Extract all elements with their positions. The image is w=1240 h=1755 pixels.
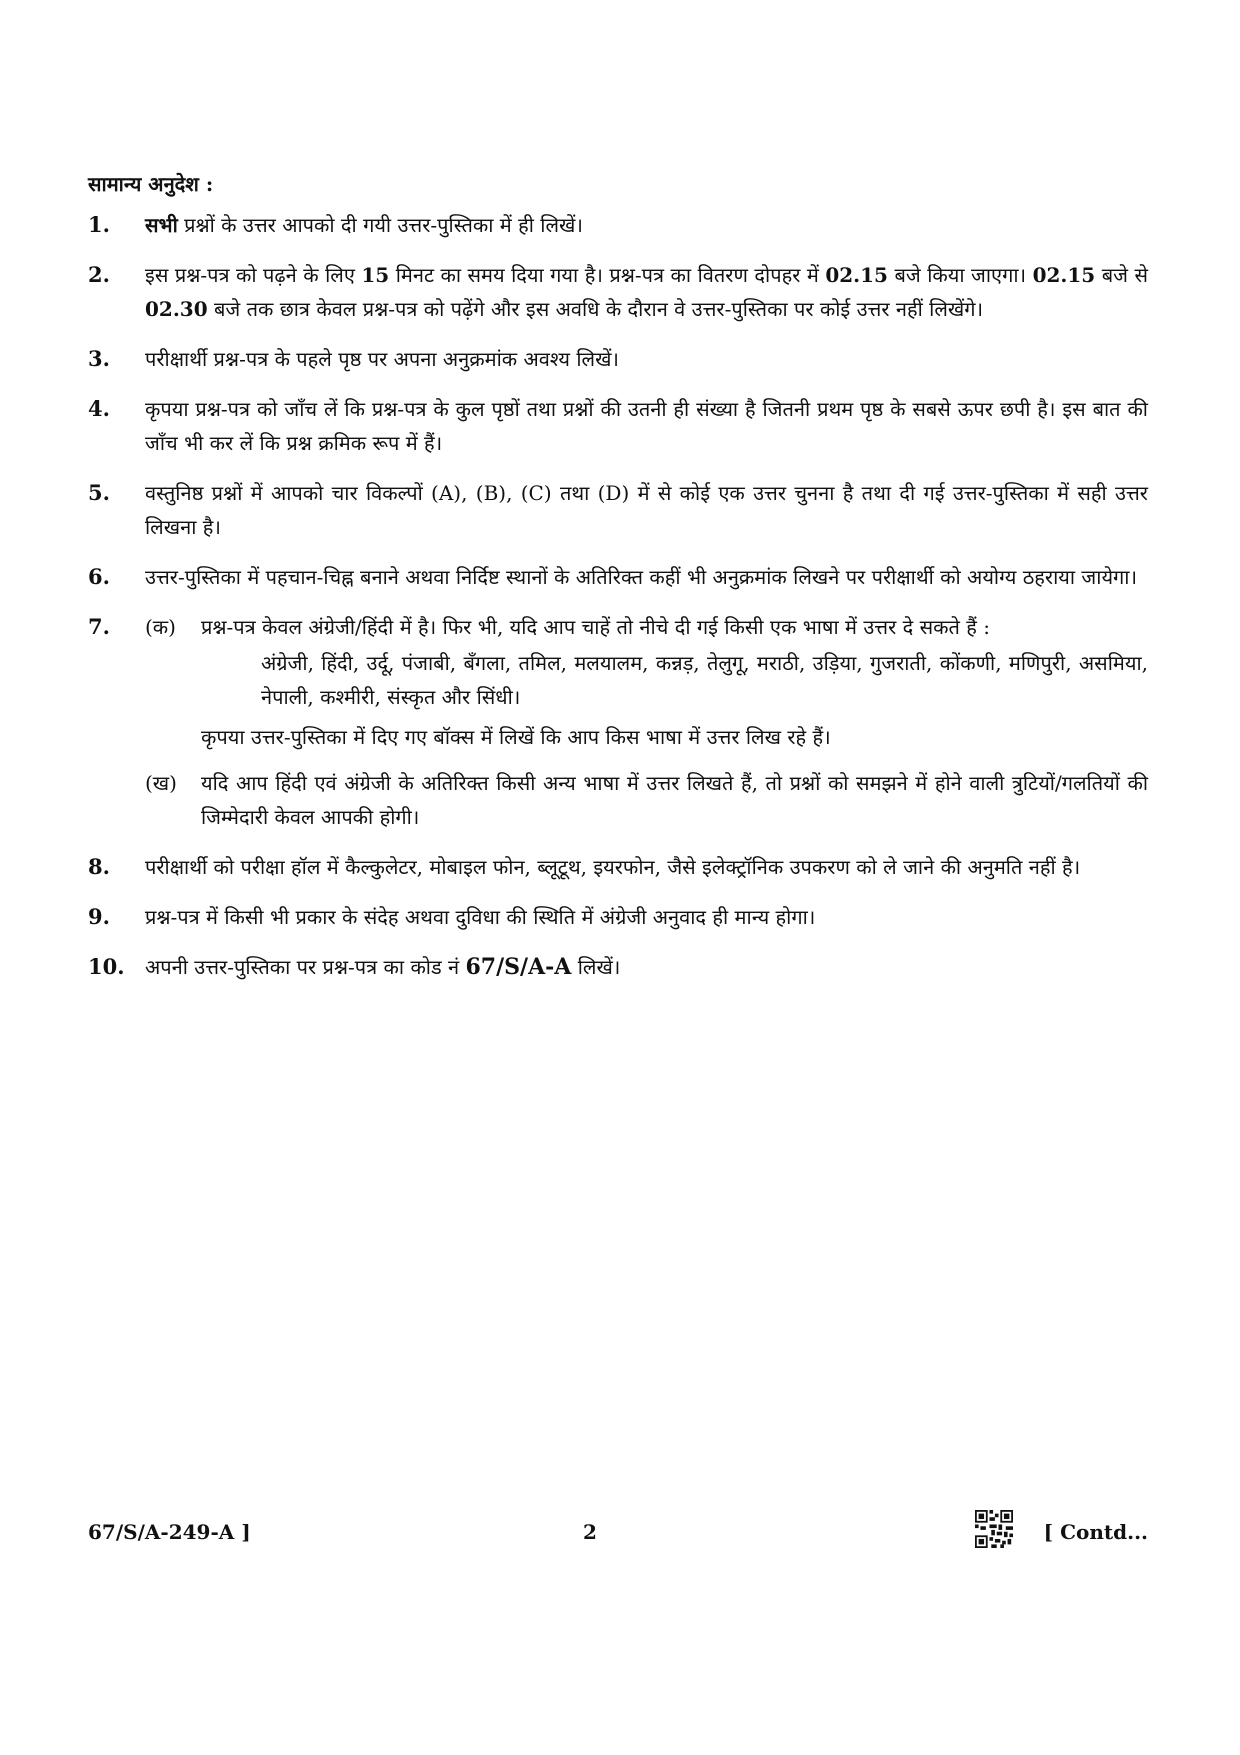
instruction-2 <box>88 258 1148 326</box>
instruction-5 <box>88 476 1148 544</box>
instructions-heading: सामान्य अनुदेश : <box>88 172 214 196</box>
sub-label-b: (ख) <box>145 771 177 795</box>
instruction-7 <box>88 610 1148 834</box>
item-number: 6. <box>88 564 110 589</box>
instruction-10 <box>88 950 1148 984</box>
continued-label: [ Contd... <box>1043 1520 1148 1544</box>
emphasis: सभी <box>145 213 178 237</box>
item-number: 3. <box>88 346 110 371</box>
instruction-8 <box>88 850 1148 884</box>
box-note <box>145 720 1148 754</box>
item-number: 8. <box>88 854 110 879</box>
instruction-text: वस्तुनिष्ठ प्रश्नों में आपको चार विकल्पों (A), (B), (C) तथा (D) में से कोई एक उत्तर चुनना है तथा दी गई उत्तर-पुस्तिका में सही उत्तर लिखना है। <box>145 481 1148 539</box>
distribution-time: 02.15 <box>825 263 888 287</box>
paper-code: 67/S/A-A <box>465 954 572 980</box>
item-number: 10. <box>88 954 125 979</box>
instruction-text: प्रश्न-पत्र में किसी भी प्रकार के संदेह अथवा दुविधा की स्थिति में अंग्रेजी अनुवाद ही मान्य होगा। <box>145 905 816 929</box>
instruction-text: लिखें। <box>571 955 621 979</box>
sub-label-a: (क) <box>145 615 176 639</box>
instruction-text: उत्तर-पुस्तिका में पहचान-चिह्न बनाने अथवा निर्दिष्ट स्थानों के अतिरिक्त कहीं भी अनुक्रमांक लिखने पर परीक्षार्थी को अयोग्य ठहराया जायेगा। <box>145 565 1138 589</box>
instruction-text: यदि आप हिंदी एवं अंग्रेजी के अतिरिक्त किसी अन्य भाषा में उत्तर लिखते हैं, तो प्रश्नों को समझने में होने वाली त्रुटियों/गलतियों की जिम्मेदारी केवल आपकी होगी। <box>201 771 1148 829</box>
instruction-text: इस प्रश्न-पत्र को पढ़ने के लिए <box>145 263 362 287</box>
qr-code-icon <box>975 1510 1013 1548</box>
footer-paper-code: 67/S/A-249-A ] <box>88 1520 251 1544</box>
instruction-text: कृपया उत्तर-पुस्तिका में दिए गए बॉक्स में लिखें कि आप किस भाषा में उत्तर लिख रहे हैं। <box>201 725 831 749</box>
instruction-text: कृपया प्रश्न-पत्र को जाँच लें कि प्रश्न-पत्र के कुल पृष्ठों तथा प्रश्नों की उतनी ही संख्या है जितनी प्रथम पृष्ठ के सबसे ऊपर छपी है। इस बात की जाँच भी कर लें कि प्रश्न क्रमिक रूप में हैं। <box>145 397 1148 455</box>
item-number: 5. <box>88 480 110 505</box>
sub-instruction-a <box>145 610 1148 714</box>
duration-minutes: 15 <box>361 263 390 287</box>
instruction-text: बजे तक छात्र केवल प्रश्न-पत्र को पढ़ेंगे और इस अवधि के दौरान वे उत्तर-पुस्तिका पर कोई उत्तर नहीं लिखेंगे। <box>207 297 984 321</box>
instruction-text: अपनी उत्तर-पुस्तिका पर प्रश्न-पत्र का कोड नं <box>145 955 466 979</box>
instruction-text: परीक्षार्थी को परीक्षा हॉल में कैल्कुलेटर, मोबाइल फोन, ब्लूटूथ, इयरफोन, जैसे इलेक्ट्रॉनिक उपकरण को ले जाने की अनुमति नहीं है। <box>145 855 1081 879</box>
instruction-text: परीक्षार्थी प्रश्न-पत्र के पहले पृष्ठ पर अपना अनुक्रमांक अवश्य लिखें। <box>145 347 620 371</box>
page-number: 2 <box>583 1520 597 1544</box>
instruction-text: प्रश्न-पत्र केवल अंग्रेजी/हिंदी में है। फिर भी, यदि आप चाहें तो नीचे दी गई किसी एक भाषा में उत्तर दे सकते हैं : <box>201 615 990 639</box>
item-number: 2. <box>88 262 110 287</box>
item-number: 9. <box>88 904 110 929</box>
instruction-4 <box>88 392 1148 460</box>
instructions-list <box>88 208 1148 1000</box>
instruction-text: प्रश्नों के उत्तर आपको दी गयी उत्तर-पुस्तिका में ही लिखें। <box>177 213 583 237</box>
page-footer <box>88 1520 1148 1570</box>
sub-instruction-b <box>145 766 1148 834</box>
instruction-1 <box>88 208 1148 242</box>
instruction-text: बजे किया जाएगा। <box>887 263 1033 287</box>
instruction-text: मिनट का समय दिया गया है। प्रश्न-पत्र का वितरण दोपहर में <box>389 263 826 287</box>
item-number: 4. <box>88 396 110 421</box>
item-number: 1. <box>88 212 110 237</box>
instruction-6 <box>88 560 1148 594</box>
instruction-3 <box>88 342 1148 376</box>
instruction-9 <box>88 900 1148 934</box>
reading-start-time: 02.15 <box>1032 263 1096 287</box>
language-list: अंग्रेजी, हिंदी, उर्दू, पंजाबी, बँगला, तमिल, मलयालम, कन्नड़, तेलुगू, मराठी, उड़िया, गुजराती, कोंकणी, मणिपुरी, असमिया, नेपाली, कश्मीरी, संस्कृत और सिंधी। <box>261 651 1148 709</box>
instruction-text: बजे से <box>1095 263 1148 287</box>
reading-end-time: 02.30 <box>145 297 208 321</box>
item-number: 7. <box>88 614 110 639</box>
